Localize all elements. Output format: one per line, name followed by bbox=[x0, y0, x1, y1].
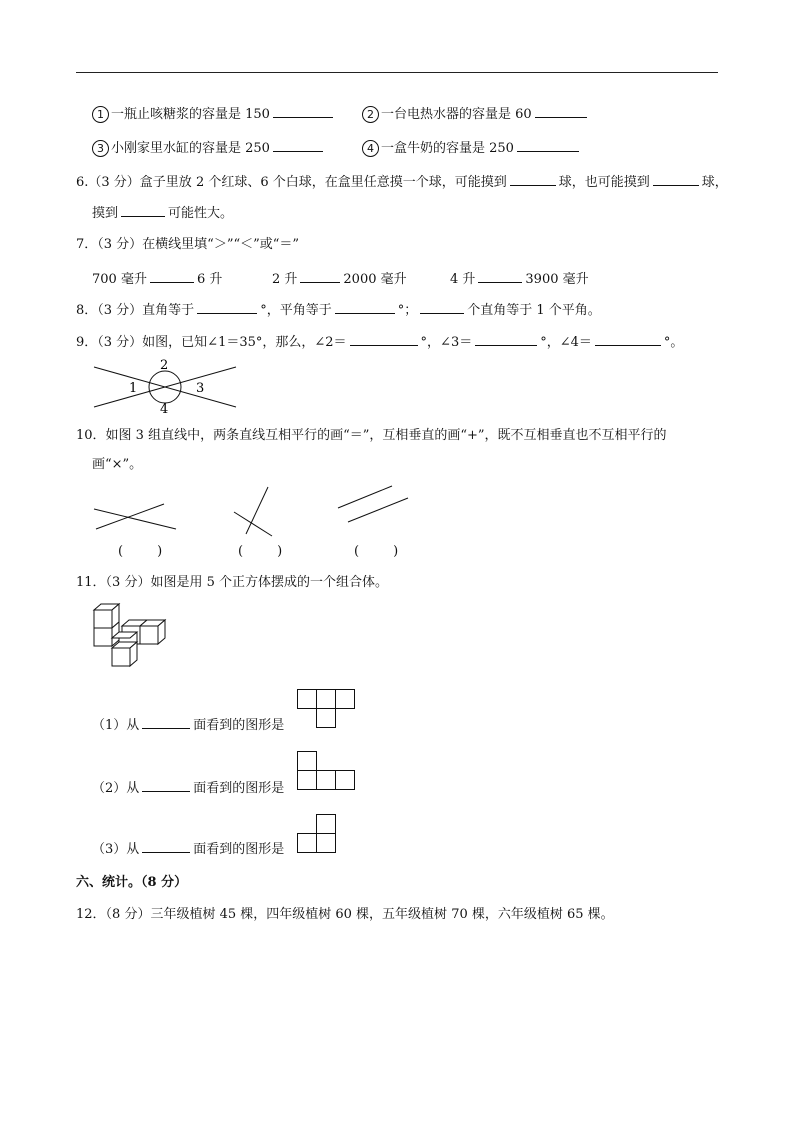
q10-figure-1 bbox=[92, 500, 178, 532]
angle-label-2: 2 bbox=[160, 358, 169, 373]
circled-number: 4 bbox=[362, 140, 379, 157]
q11-view-3 bbox=[297, 814, 339, 856]
angle-label-3: 3 bbox=[196, 381, 205, 396]
q6-line-1: 6.（3 分）盒子里放 2 个红球、6 个白球，在盒里任意摸一个球，可能摸到 球，也可能摸到 球， bbox=[76, 172, 728, 192]
view-square bbox=[317, 709, 336, 728]
answer-blank[interactable] bbox=[121, 203, 165, 217]
view-square bbox=[317, 815, 336, 834]
answer-blank[interactable] bbox=[142, 778, 190, 792]
view-square bbox=[317, 834, 336, 853]
answer-blank[interactable] bbox=[517, 138, 579, 152]
answer-blank[interactable] bbox=[273, 104, 333, 118]
q11-part-1: （1）从 面看到的图形是 bbox=[92, 715, 284, 735]
answer-blank[interactable] bbox=[535, 104, 587, 118]
header-rule bbox=[76, 72, 718, 73]
q11-part-2: （2）从 面看到的图形是 bbox=[92, 778, 284, 798]
answer-blank[interactable] bbox=[420, 300, 464, 314]
cube-face bbox=[94, 610, 112, 628]
q12-text: 12．（8 分）三年级植树 45 棵，四年级植树 60 棵，五年级植树 70 棵，六年级植树 65 棵。 bbox=[76, 907, 614, 922]
answer-blank[interactable] bbox=[653, 172, 699, 186]
cube-face bbox=[140, 626, 158, 644]
view-square bbox=[317, 771, 336, 790]
circled-number: 3 bbox=[92, 140, 109, 157]
q10-answer-1[interactable]: ( ) bbox=[118, 544, 163, 559]
section-6-title: 六、统计。（8 分） bbox=[76, 875, 188, 890]
answer-blank[interactable] bbox=[510, 172, 556, 186]
q5-item-1: 1 一瓶止咳糖浆的容量是 150 bbox=[92, 104, 336, 124]
view-square bbox=[336, 771, 355, 790]
answer-blank[interactable] bbox=[475, 332, 537, 346]
line-b bbox=[96, 504, 164, 529]
q11-cube-assembly bbox=[92, 604, 168, 668]
q11-title: 11．（3 分）如图是用 5 个正方体摆成的一个组合体。 bbox=[76, 575, 388, 590]
q10-figure-2 bbox=[230, 484, 278, 538]
q10-answer-3[interactable]: ( ) bbox=[354, 544, 399, 559]
q5-item-2: 2 一台电热水器的容量是 60 bbox=[362, 104, 590, 124]
cube-face bbox=[112, 648, 130, 666]
answer-blank[interactable] bbox=[300, 269, 340, 283]
view-square bbox=[298, 752, 317, 771]
q10-line-2: 画“×”。 bbox=[92, 457, 143, 472]
answer-blank[interactable] bbox=[478, 269, 522, 283]
answer-blank[interactable] bbox=[350, 332, 418, 346]
line-a bbox=[234, 512, 272, 536]
q5-item-4: 4 一盒牛奶的容量是 250 bbox=[362, 138, 582, 158]
answer-blank[interactable] bbox=[142, 715, 190, 729]
q11-view-2 bbox=[297, 751, 357, 793]
view-square bbox=[298, 690, 317, 709]
q9-line: 9．（3 分）如图，已知∠1＝35°，那么，∠2＝ °，∠3＝ °，∠4＝ °。 bbox=[76, 332, 683, 352]
q6-line-2: 摸到 可能性大。 bbox=[92, 203, 233, 223]
view-square bbox=[298, 834, 317, 853]
q11-part-3: （3）从 面看到的图形是 bbox=[92, 839, 284, 859]
angle-label-4: 4 bbox=[160, 402, 169, 417]
q10-figure-3 bbox=[336, 484, 410, 524]
q9-angle-diagram bbox=[90, 355, 240, 417]
parallel-line-a bbox=[338, 486, 392, 508]
parallel-line-b bbox=[348, 498, 408, 522]
answer-blank[interactable] bbox=[335, 300, 395, 314]
answer-blank[interactable] bbox=[197, 300, 257, 314]
angle-label-1: 1 bbox=[129, 381, 138, 396]
answer-blank[interactable] bbox=[273, 138, 323, 152]
view-square bbox=[317, 690, 336, 709]
circled-number: 1 bbox=[92, 106, 109, 123]
view-square bbox=[336, 690, 355, 709]
q11-view-1 bbox=[297, 689, 357, 729]
q8-line: 8．（3 分）直角等于 °，平角等于 °； 个直角等于 1 个平角。 bbox=[76, 300, 601, 320]
q5-item-3: 3 小刚家里水缸的容量是 250 bbox=[92, 138, 326, 158]
view-square bbox=[298, 771, 317, 790]
answer-blank[interactable] bbox=[595, 332, 661, 346]
q7-compare-2: 2 升 2000 毫升 bbox=[272, 269, 407, 289]
q7-compare-1: 700 毫升 6 升 bbox=[92, 269, 222, 289]
q10-line-1: 10．如图 3 组直线中，两条直线互相平行的画“＝”，互相垂直的画“+”，既不互相垂直也不互相平行的 bbox=[76, 428, 667, 443]
answer-blank[interactable] bbox=[150, 269, 194, 283]
q7-title: 7．（3 分）在横线里填“＞”“＜”或“＝” bbox=[76, 237, 300, 252]
q7-compare-3: 4 升 3900 毫升 bbox=[450, 269, 589, 289]
circled-number: 2 bbox=[362, 106, 379, 123]
q10-answer-2[interactable]: ( ) bbox=[238, 544, 283, 559]
answer-blank[interactable] bbox=[142, 839, 190, 853]
line-a bbox=[94, 509, 176, 529]
cube-face bbox=[94, 628, 112, 646]
